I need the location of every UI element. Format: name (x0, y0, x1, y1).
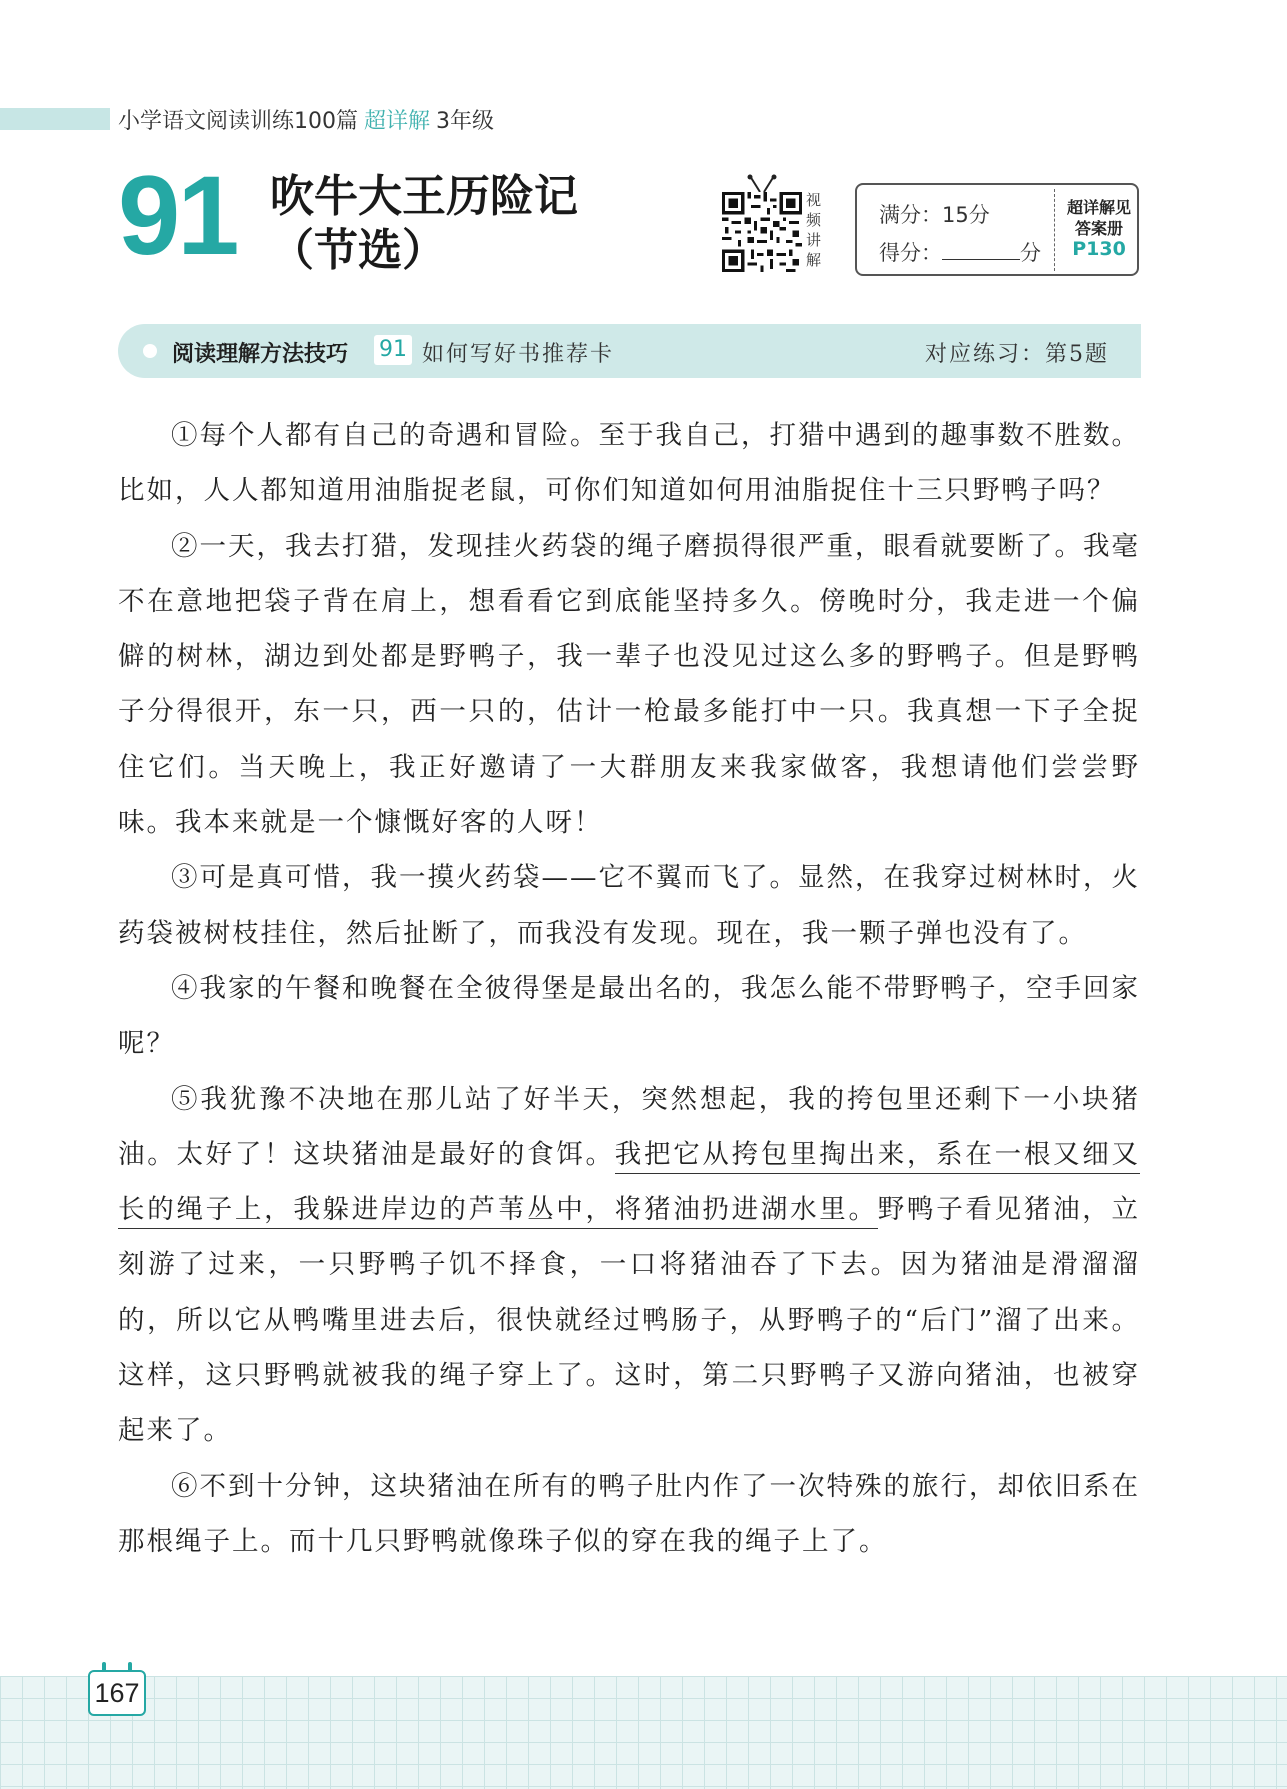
underlined-sentence: 我把它从挎包里掏出来，系在一根又细又长的绳子上，我躲进岸边的芦苇丛中，将猪油扔进湖水里。 (118, 1139, 1140, 1229)
score-label: 得分： (879, 241, 942, 265)
method-label: 阅读理解方法技巧 (172, 342, 349, 367)
book-header (118, 104, 494, 135)
paragraph-4: ④我家的午餐和晚餐在全彼得堡是最出名的，我怎么能不带野鸭子，空手回家呢？ (118, 972, 1140, 1060)
grade-label: 3年级 (436, 109, 495, 134)
answer-page: P130 (1072, 238, 1126, 260)
bullet-dot-icon (143, 344, 157, 358)
book-title: 小学语文阅读训练100篇 (118, 109, 358, 134)
article-body (118, 408, 1140, 1569)
lesson-title (270, 170, 578, 278)
lesson-title-line2: （节选） (270, 225, 446, 276)
score-unit: 分 (1020, 241, 1041, 265)
full-score: 满分：15分 (879, 203, 990, 227)
lesson-number: 91 (118, 153, 237, 278)
paragraph-1: ①每个人都有自己的奇遇和冒险。至于我自己，打猎中遇到的趣事数不胜数。比如，人人都知道用油脂捉老鼠，可你们知道如何用油脂捉住十三只野鸭子吗？ (118, 420, 1140, 507)
practice-reference: 对应练习：第5题 (925, 342, 1109, 367)
paragraph-5: ⑤我犹豫不决地在那儿站了好半天，突然想起，我的挎包里还剩下一小块猪油。太好了！这块猪油是最好的食饵。我把它从挎包里掏出来，系在一根又细又长的绳子上，我躲进岸边的芦苇丛中，将猪油扔进湖水里。野鸭子看见猪油，立刻游了过来，一只野鸭子饥不择食，一口将猪油吞了下去。因为猪油是滑溜溜的，所以它从鸭嘴里进去后，很快就经过鸭肠子，从野鸭子的“后门”溜了出来。这样，这只野鸭就被我的绳子穿上了。这时，第二只野鸭子又游向猪油，也被穿起来了。 (118, 1083, 1141, 1447)
video-lecture-label: 视 频 讲 解 (806, 191, 822, 269)
score-divider (1054, 189, 1055, 271)
tv-antenna-icon (742, 174, 782, 194)
score-field[interactable] (879, 237, 1041, 267)
qr-code-icon[interactable] (722, 192, 802, 272)
header-accent-strip (0, 108, 110, 130)
page-number: 167 (88, 1670, 146, 1716)
paragraph-3: ③可是真可惜，我一摸火药袋——它不翼而飞了。显然，在我穿过树林时，火药袋被树枝挂住，然后扯断了，而我没有发现。现在，我一颗子弹也没有了。 (118, 862, 1140, 949)
score-blank[interactable] (942, 241, 1020, 260)
lesson-title-line1: 吹牛大王历险记 (270, 171, 578, 222)
score-box (855, 183, 1139, 276)
footer-grid-band (0, 1676, 1287, 1789)
edition-label: 超详解 (364, 109, 431, 134)
method-number: 91 (374, 335, 412, 365)
method-topic: 如何写好书推荐卡 (422, 342, 615, 367)
paragraph-6: ⑥不到十分钟，这块猪油在所有的鸭子肚内作了一次特殊的旅行，却依旧系在那根绳子上。而十几只野鸭就像珠子似的穿在我的绳子上了。 (118, 1470, 1140, 1557)
paragraph-2: ②一天，我去打猎，发现挂火药袋的绳子磨损得很严重，眼看就要断了。我毫不在意地把袋子背在肩上，想看看它到底能坚持多久。傍晚时分，我走进一个偏僻的树林，湖边到处都是野鸭子，我一辈子也没见过这么多的野鸭子。但是野鸭子分得很开，东一只，西一只的，估计一枪最多能打中一只。我真想一下子全捉住它们。当天晚上，我正好邀请了一大群朋友来我家做客，我想请他们尝尝野味。我本来就是一个慷慨好客的人呀！ (118, 530, 1140, 839)
answer-reference: 超详解见 答案册 P130 (1059, 197, 1139, 260)
method-tip-bar (118, 324, 1141, 378)
